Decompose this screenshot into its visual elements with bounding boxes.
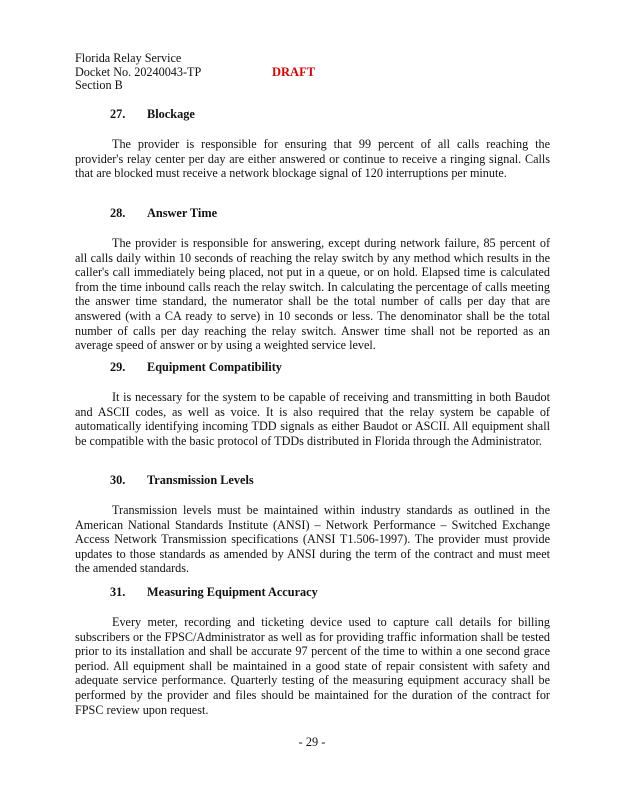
header-docket-number: Docket No. 20240043-TP [75, 64, 202, 79]
page-number: - 29 - [298, 735, 326, 749]
section-title: Answer Time [147, 206, 218, 220]
section-30-transmission-levels [75, 472, 550, 576]
section-number: 30. [110, 473, 126, 487]
section-heading [75, 472, 550, 488]
section-title: Measuring Equipment Accuracy [147, 585, 318, 599]
section-paragraph: Every meter, recording and ticketing device used to capture call details for billing subscribers or the FPSC/Administrator as well as for providing traffic information shall be tested prior to its installation and shall be accurate 97 percent of the time to within a one second grace period. All equipment shall be maintained in a good state of repair consistent with safety and adequate service performance. Quarterly testing of the measuring equipment accuracy shall be performed by the provider and files should be maintained for the duration of the contract for FPSC review upon request. [75, 615, 550, 717]
section-title: Blockage [147, 107, 195, 121]
section-paragraph: The provider is responsible for ensuring that 99 percent of all calls reaching the provider's relay center per day are either answered or continue to receive a ringing signal. Calls that are blocked must receive a network blockage signal of 120 interruptions per minute. [75, 137, 550, 181]
section-title: Transmission Levels [147, 473, 254, 487]
section-28-answer-time [75, 205, 550, 353]
section-paragraph: The provider is responsible for answering, except during network failure, 85 percent of all calls daily within 10 seconds of reaching the relay switch by any method which results in the caller's call immediately being placed, not put in a queue, or on hold. Elapsed time is calculated from the time inbound calls reach the relay switch. In calculating the percentage of calls meeting the answer time standard, the numerator shall be the total number of calls per day that are answered (with a CA ready to serve) in 10 seconds or less. The denominator shall be the total number of calls per day reaching the relay switch. Answer time shall not be reported as an average speed of answer or by using a weighted service level. [75, 236, 550, 353]
section-number: 31. [110, 585, 126, 599]
section-29-equipment-compatibility [75, 359, 550, 448]
section-31-measuring-equipment-accuracy [75, 584, 550, 717]
draft-label: DRAFT [272, 65, 316, 79]
document-header [75, 52, 201, 93]
section-heading [75, 106, 550, 122]
section-heading [75, 205, 550, 221]
header-section: Section B [75, 78, 123, 92]
section-heading [75, 359, 550, 375]
section-number: 28. [110, 206, 126, 220]
section-title: Equipment Compatibility [147, 360, 282, 374]
section-paragraph: It is necessary for the system to be capable of receiving and transmitting in both Baudot and ASCII codes, as well as voice. It is also required that the relay system be capable of automatically identifying incoming TDD signals as either Baudot or ASCII. All equipment shall be compatible with the basic protocol of TDDs distributed in Florida through the Administrator. [75, 390, 550, 448]
section-paragraph: Transmission levels must be maintained within industry standards as outlined in the American National Standards Institute (ANSI) – Network Performance – Switched Exchange Access Network Transmission specifications (ANSI T1.506-1997). The provider must provide updates to those standards as amended by ANSI during the term of the contract and must meet the amended standards. [75, 503, 550, 576]
section-heading [75, 584, 550, 600]
section-number: 29. [110, 360, 126, 374]
section-27-blockage [75, 106, 550, 181]
header-service-name: Florida Relay Service [75, 51, 182, 65]
section-number: 27. [110, 107, 126, 121]
